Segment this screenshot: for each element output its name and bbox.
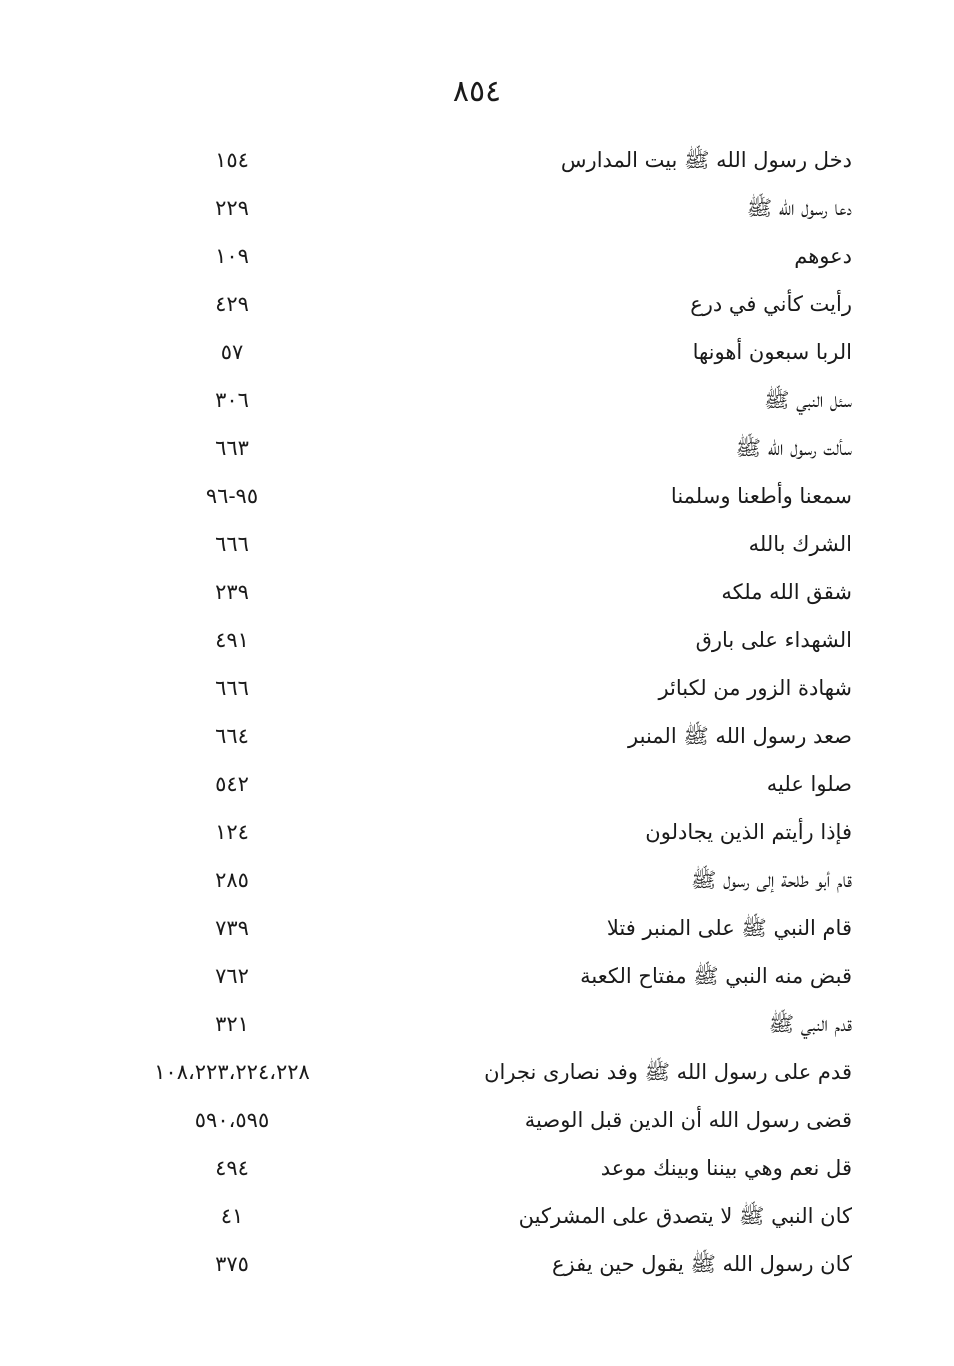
index-row	[0, 856, 954, 904]
index-row	[0, 184, 954, 232]
entry-phrase: شهادة الزور من لكبائر	[658, 676, 852, 700]
index-row	[0, 712, 954, 760]
index-row	[0, 808, 954, 856]
entry-pages: ٢٢٩	[215, 196, 249, 220]
entry-pages: ١٢٤	[215, 820, 249, 844]
entry-phrase: سألت رسول الله ﷺ	[735, 436, 852, 460]
entry-pages: ٧٦٢	[215, 964, 249, 988]
entry-phrase: رأيت كأني في درع	[690, 292, 852, 316]
entry-pages: ٤٢٩	[215, 292, 249, 316]
hadith-index-list	[0, 136, 954, 1288]
entry-phrase: قضى رسول الله أن الدين قبل الوصية	[524, 1108, 852, 1132]
entry-pages: ٣٢١	[215, 1012, 249, 1036]
entry-phrase: فإذا رأيتم الذين يجادلون	[645, 820, 852, 844]
index-row	[0, 376, 954, 424]
index-row	[0, 904, 954, 952]
index-row	[0, 136, 954, 184]
entry-pages: ٤١	[220, 1204, 244, 1228]
entry-pages: ٢٣٩	[215, 580, 249, 604]
index-row	[0, 328, 954, 376]
entry-pages: ٥٤٢	[215, 772, 249, 796]
entry-phrase: صلوا عليه	[766, 772, 852, 796]
entry-pages: ٦٦٤	[215, 724, 249, 748]
entry-phrase: شقق الله ملكه	[721, 580, 852, 604]
entry-phrase: كان رسول الله ﷺ يقول حين يفزع	[552, 1252, 852, 1276]
entry-phrase: سئل النبي ﷺ	[764, 388, 852, 412]
index-row	[0, 520, 954, 568]
entry-phrase: الربا سبعون أهونها	[692, 340, 852, 364]
entry-phrase: دخل رسول الله ﷺ بيت المدارس	[560, 148, 852, 172]
entry-pages: ٥٩٠،٥٩٥	[194, 1108, 270, 1132]
index-row	[0, 232, 954, 280]
entry-pages: ٤٩١	[215, 628, 249, 652]
page-number: ٨٥٤	[452, 74, 502, 109]
entry-pages: ٦٦٦	[215, 532, 249, 556]
index-row	[0, 760, 954, 808]
entry-phrase: الشرك بالله	[748, 532, 852, 556]
index-row	[0, 616, 954, 664]
index-row	[0, 1240, 954, 1288]
entry-pages: ١٠٨،٢٢٣،٢٢٤،٢٢٨	[154, 1060, 310, 1084]
index-row	[0, 1000, 954, 1048]
index-row	[0, 1144, 954, 1192]
entry-pages: ٤٩٤	[215, 1156, 249, 1180]
entry-phrase: قدم على رسول الله ﷺ وفد نصارى نجران	[484, 1060, 852, 1084]
entry-phrase: دعا رسول الله ﷺ	[746, 196, 852, 220]
entry-pages: ٣٠٦	[215, 388, 249, 412]
entry-pages: ١٥٤	[215, 148, 249, 172]
entry-pages: ٣٧٥	[215, 1252, 249, 1276]
entry-phrase: الشهداء على بارق	[695, 628, 852, 652]
entry-pages: ٩٥-٩٦	[205, 484, 259, 508]
index-row	[0, 952, 954, 1000]
index-row	[0, 664, 954, 712]
index-row	[0, 1096, 954, 1144]
entry-phrase: كان النبي ﷺ لا يتصدق على المشركين	[518, 1204, 852, 1228]
index-row	[0, 424, 954, 472]
entry-phrase: قام أبو طلحة إلى رسول ﷺ	[691, 868, 852, 892]
entry-phrase: دعوهم	[794, 244, 852, 268]
entry-phrase: قدم النبي ﷺ	[768, 1012, 852, 1036]
entry-pages: ٦٦٦	[215, 676, 249, 700]
index-row	[0, 472, 954, 520]
entry-phrase: قام النبي ﷺ على المنبر فتلا	[606, 916, 852, 940]
entry-phrase: صعد رسول الله ﷺ المنبر	[628, 724, 852, 748]
index-row	[0, 280, 954, 328]
entry-pages: ٧٣٩	[215, 916, 249, 940]
index-row	[0, 568, 954, 616]
entry-pages: ٢٨٥	[215, 868, 249, 892]
entry-pages: ٦٦٣	[215, 436, 249, 460]
entry-phrase: قبض منه النبي ﷺ مفتاح الكعبة	[580, 964, 852, 988]
index-row	[0, 1192, 954, 1240]
entry-pages: ١٠٩	[215, 244, 249, 268]
entry-phrase: سمعنا وأطعنا وسلمنا	[670, 484, 852, 508]
entry-pages: ٥٧	[220, 340, 244, 364]
entry-phrase: قل نعم وهي بيننا وبينك موعد	[600, 1156, 852, 1180]
index-row	[0, 1048, 954, 1096]
